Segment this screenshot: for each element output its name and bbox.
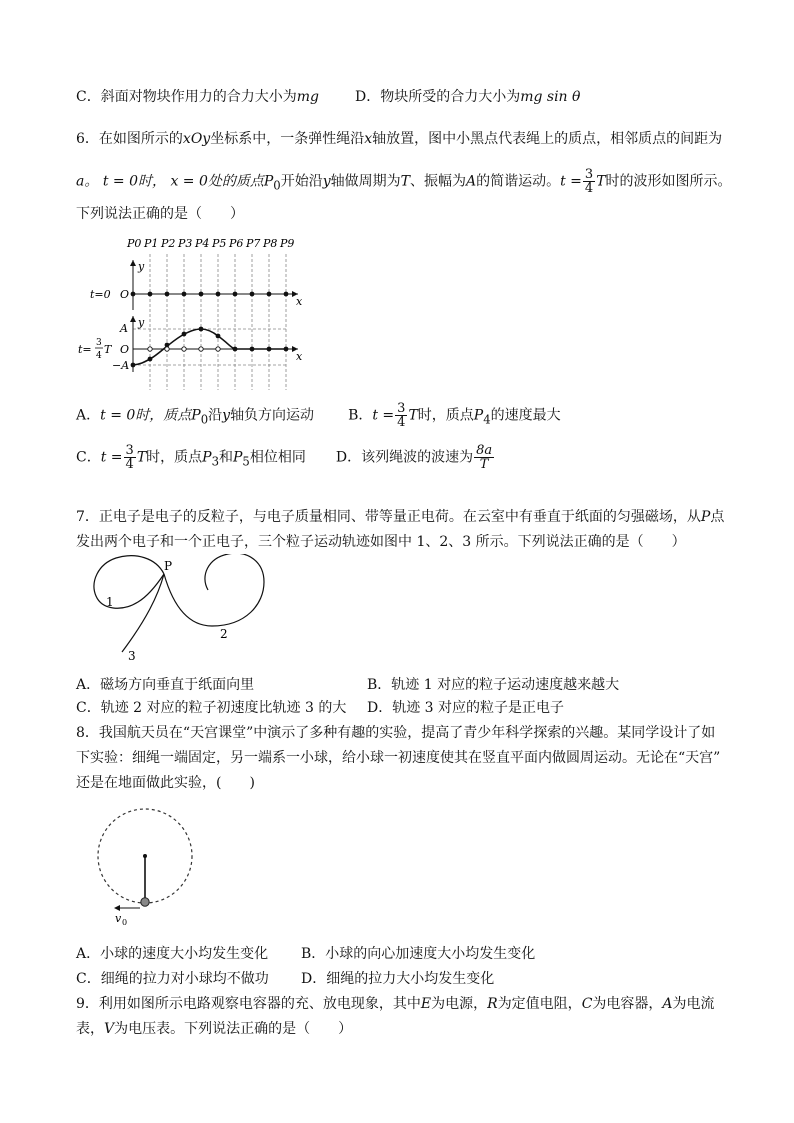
q6-stem-subscript: 0 (273, 178, 281, 193)
q7-stem-line2 (76, 533, 686, 551)
q6-top-x-label: x (296, 295, 303, 308)
q6-label-neg-amplitude: −A (112, 359, 130, 372)
q6-point-labels (126, 237, 294, 250)
q6-label-t34-num: 3 (96, 338, 102, 348)
q6-stem-question: 下列说法正确的是（ ） (76, 206, 244, 222)
q8-options-row2 (76, 970, 494, 988)
q6-waveform (133, 329, 286, 365)
q6-option-b-text: 时，质点 (417, 407, 474, 424)
q6-stem-symbol: x (364, 131, 373, 147)
q8-stem-line3 (76, 774, 255, 792)
q6-option-b-fraction (395, 402, 407, 429)
q6-option-c-subscript: 3 (211, 454, 219, 469)
q8-stem-question: 还是在地面做此实验，( ) (76, 775, 255, 791)
q6-option-c-symbol: P (202, 449, 212, 466)
q5-option-c-symbol: mg (296, 89, 319, 105)
q8-velocity-subscript: 0 (122, 918, 128, 927)
label-p7: P7 (246, 237, 261, 250)
q5-option-d-symbol: mg sin θ (520, 89, 581, 105)
q6-option-c-text: 和 (219, 449, 233, 466)
q9-stem-text: 为定值电阻， (497, 996, 582, 1012)
fraction-numerator: 3 (584, 167, 594, 182)
q8-stem-line2 (76, 749, 720, 767)
svg-text:P9 (279, 237, 294, 250)
q6-option-c-text: 相位相同 (249, 449, 306, 466)
q6-stem-line1 (76, 130, 722, 148)
q9-stem-text: 为电容器， (592, 996, 663, 1012)
q6-stem-text: 轴做周期为 (330, 173, 401, 190)
q6-stem-symbol: T (400, 173, 410, 190)
q8-stem-text: 8．我国航天员在“天宫课堂”中演示了多种有趣的实验，提高了青少年科学探索的兴趣。某同学设计了如 (76, 725, 716, 741)
q6-stem-text: 时的波形如图所示。 (605, 173, 732, 190)
q6-grid-lines (133, 254, 286, 390)
fraction-denominator: 4 (584, 181, 594, 196)
q6-option-d: D．该列绳波的波速为 (335, 449, 474, 466)
q9-stem-text: 9．利用如图所示电路观察电容器的充、放电现象，其中 (76, 996, 421, 1012)
q9-stem-symbol: V (104, 1021, 115, 1037)
q6-option-a: A． (76, 407, 101, 424)
arrow-icon (130, 316, 136, 322)
q6-label-t34-den: 4 (96, 351, 102, 361)
label-p4: P4 (195, 237, 210, 250)
q6-option-c-subscript: 5 (242, 454, 250, 469)
q6-option-c-symbol: P (233, 449, 243, 466)
q7-options-row1 (76, 676, 619, 694)
svg-text:P6 (228, 237, 243, 250)
q7-stem-text: 点 (710, 509, 725, 525)
q6-bottom-y-label: y (138, 316, 145, 329)
fraction-denominator: 4 (125, 457, 134, 472)
q6-option-c-text: 时，质点 (146, 449, 203, 466)
q6-stem-symbol: A (465, 173, 477, 190)
fraction-numerator: 3 (125, 443, 134, 458)
q9-stem-question: 为电压表。下列说法正确的是（ ） (114, 1021, 353, 1037)
q6-option-c: C． (76, 449, 101, 466)
q6-bottom-x-label: x (296, 350, 303, 363)
q6-option-c-fraction (124, 444, 136, 471)
q9-stem-symbol: A (662, 996, 673, 1012)
q6-stem-text: 坐标系中，一条弹性绳沿 (210, 131, 365, 147)
q6-stem-line2 (76, 168, 732, 195)
q6-option-d-fraction (474, 444, 494, 471)
q7-option-d: D．轨迹 3 对应的粒子是正电子 (367, 700, 565, 716)
label-p5: P5 (212, 237, 227, 250)
q6-label-amplitude: A (120, 322, 128, 335)
q6-top-origin: O (120, 288, 130, 301)
q7-stem-line1 (76, 508, 724, 526)
fraction-numerator: 8a (476, 443, 493, 458)
q7-track-2 (164, 554, 264, 626)
q6-option-a-subscript: 0 (200, 412, 209, 427)
q9-stem-text: 为电流 (672, 996, 715, 1012)
q7-label-1: 1 (106, 595, 114, 609)
q8-option-a: A．小球的速度大小均发生变化 (76, 946, 269, 962)
label-p8: P8 (263, 237, 278, 250)
q7-option-c: C．轨迹 2 对应的粒子初速度比轨迹 3 的大 (76, 700, 347, 716)
q9-stem-line1 (76, 995, 715, 1013)
q9-stem-symbol: E (420, 996, 432, 1012)
q6-label-t34-T: T (104, 343, 112, 356)
q6-top-y-label: y (138, 260, 145, 273)
q9-stem-text: 为电源， (431, 996, 488, 1012)
q6-stem-text: 6．在如图所示的 (76, 131, 183, 147)
q6-options-row1 (76, 402, 561, 429)
q7-track-3 (122, 574, 164, 652)
q6-option-b-subscript: 4 (483, 412, 491, 427)
q6-stem-text: 的简谐运动。 (476, 173, 561, 190)
q6-stem-line3 (76, 205, 244, 223)
q6-option-b-text: 的速度最大 (490, 407, 561, 424)
q6-option-a-symbol: y (222, 407, 231, 424)
q6-option-c-text: t = (100, 449, 123, 466)
q8-stem-text: 下实验：细绳一端固定，另一端系一小球，给小球一初速度使其在竖直平面内做圆周运动。无论在“天宫” (76, 750, 721, 766)
q8-circle-figure (92, 806, 202, 930)
label-p0: P0 (127, 237, 142, 250)
q6-label-t0: t=0 (90, 288, 111, 301)
q8-options-row1 (76, 945, 535, 963)
q8-stem-line1 (76, 724, 715, 742)
q7-option-b: B．轨迹 1 对应的粒子运动速度越来越大 (367, 677, 620, 693)
q6-bottom-black-points (131, 327, 289, 368)
q7-label-3: 3 (128, 649, 136, 663)
q6-options-row2 (76, 444, 495, 471)
q6-stem-text: t = 0时， (102, 173, 166, 190)
q6-wave-figure (76, 232, 316, 392)
q5-option-c: C．斜面对物块作用力的合力大小为 (76, 89, 297, 105)
svg-text:P0 (126, 237, 141, 250)
svg-text:P3 (177, 237, 192, 250)
q5-options-row (76, 88, 580, 106)
q6-option-b-symbol: T (408, 407, 418, 424)
q6-stem-text: 、振幅为 (409, 173, 466, 190)
q8-option-c: C．细绳的拉力对小球均不做功 (76, 971, 269, 987)
q7-stem-symbol: P (700, 509, 711, 525)
q9-stem-symbol: C (581, 996, 593, 1012)
fraction-numerator: 3 (397, 401, 406, 416)
q7-options-row2 (76, 699, 564, 717)
fraction-denominator: T (479, 457, 489, 472)
fraction-denominator: 4 (397, 415, 406, 430)
label-p6: P6 (229, 237, 244, 250)
svg-text:P1 (143, 237, 158, 250)
q9-stem-symbol: R (487, 996, 498, 1012)
q6-stem-symbol: xOy (182, 131, 211, 147)
q7-label-2: 2 (220, 627, 228, 641)
q6-bottom-origin: O (120, 343, 130, 356)
label-p9: P9 (280, 237, 295, 250)
q8-option-b: B．小球的向心加速度大小均发生变化 (301, 946, 536, 962)
q6-option-c-symbol: T (136, 449, 147, 466)
q7-track-figure (86, 554, 286, 664)
svg-text:P4 (194, 237, 209, 250)
arrow-icon (130, 260, 136, 266)
q7-option-a: A．磁场方向垂直于纸面向里 (76, 677, 255, 693)
label-p3: P3 (178, 237, 193, 250)
q6-option-b: B． (348, 407, 373, 424)
q8-ball (141, 898, 149, 906)
svg-text:P2 (160, 237, 175, 250)
label-p1: P1 (144, 237, 159, 250)
q6-stem-symbol: t = (560, 173, 582, 190)
q6-stem-text: x = 0处的质点 (170, 173, 264, 190)
q7-stem-question: 发出两个电子和一个正电子，三个粒子运动轨迹如图中 1、2、3 所示。下列说法正确的是（ ） (76, 534, 686, 550)
q6-stem-text: a。 (76, 173, 99, 190)
q6-stem-symbol: T (596, 173, 606, 190)
q6-option-a-text: 轴负方向运动 (230, 407, 315, 424)
q6-option-a-symbol: P (191, 407, 201, 424)
q7-stem-text: 7．正电子是电子的反粒子，与电子质量相同、带等量正电荷。在云室中有垂直于纸面的匀强磁场，从 (76, 509, 701, 525)
q6-stem-symbol: y (322, 173, 331, 190)
q6-option-b-text: t = (372, 407, 395, 424)
q6-option-a-text: t = 0时，质点 (100, 407, 192, 424)
q6-option-a-text: 沿 (208, 407, 223, 424)
q6-stem-text: 轴放置，图中小黑点代表绳上的质点，相邻质点的间距为 (372, 131, 723, 147)
q6-option-b-symbol: P (473, 407, 484, 424)
q9-stem-text: 表， (76, 1021, 104, 1037)
q5-option-d: D．物块所受的合力大小为 (354, 89, 521, 105)
svg-text:P5 (211, 237, 226, 250)
q7-label-p: P (164, 559, 173, 573)
q6-stem-text: 开始沿 (280, 173, 323, 190)
arrow-left-icon (114, 905, 120, 911)
q6-label-t34: t= (78, 343, 92, 356)
q9-stem-line2 (76, 1020, 352, 1038)
q6-stem-symbol: P (263, 173, 274, 190)
q8-velocity-label: v (115, 912, 122, 925)
q6-stem-fraction (583, 168, 595, 195)
svg-text:P8 (262, 237, 277, 250)
svg-text:P7 (245, 237, 260, 250)
q8-option-d: D．细绳的拉力大小均发生变化 (301, 971, 495, 987)
label-p2: P2 (161, 237, 176, 250)
